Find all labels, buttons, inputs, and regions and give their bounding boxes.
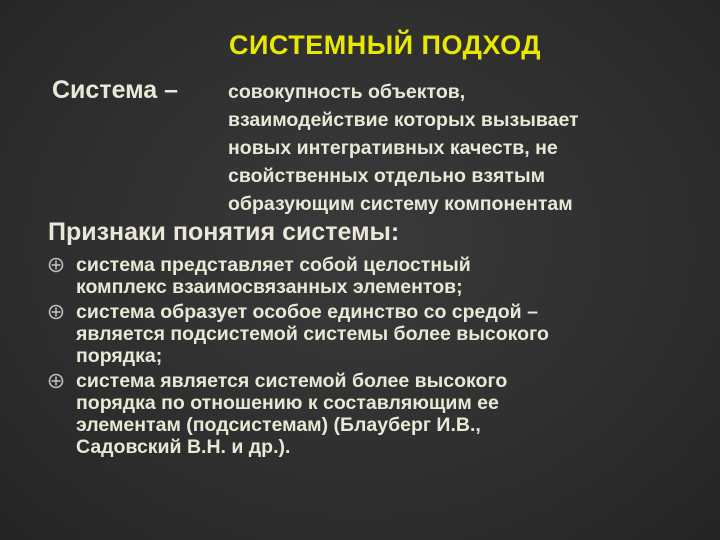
list-item [48,370,708,458]
list-item [48,254,708,298]
list-item-line: система является системой более высокого [76,370,508,392]
list-item-line: Садовский В.Н. и др.). [76,436,291,458]
circled-plus-icon [48,304,64,320]
definition-line: новых интегративных качеств, не [228,137,558,159]
definition-line: образующим систему компонентам [228,193,573,215]
definition-line: взаимодействие которых вызывает [228,109,579,131]
list-item-line: является подсистемой системы более высокого [76,323,549,345]
features-heading: Признаки понятия системы: [48,218,400,246]
definition-line: свойственных отдельно взятым [228,165,546,187]
list-item-line: порядка по отношению к составляющим ее [76,392,499,414]
list-item-line: система образует особое единство со средой – [76,301,538,323]
list-item-line: система представляет собой целостный [76,254,471,276]
features-list [48,254,708,461]
list-item-line: элементам (подсистемам) (Блауберг И.В., [76,414,481,436]
list-item [48,301,708,367]
circled-plus-icon [48,257,64,273]
circled-plus-icon [48,373,64,389]
definition-term: Система – [52,76,179,104]
definition-text [228,78,708,218]
definition-line: совокупность объектов, [228,81,466,103]
slide-title: СИСТЕМНЫЙ ПОДХОД [228,30,542,60]
list-item-line: порядка; [76,345,163,367]
list-item-line: комплекс взаимосвязанных элементов; [76,276,463,298]
